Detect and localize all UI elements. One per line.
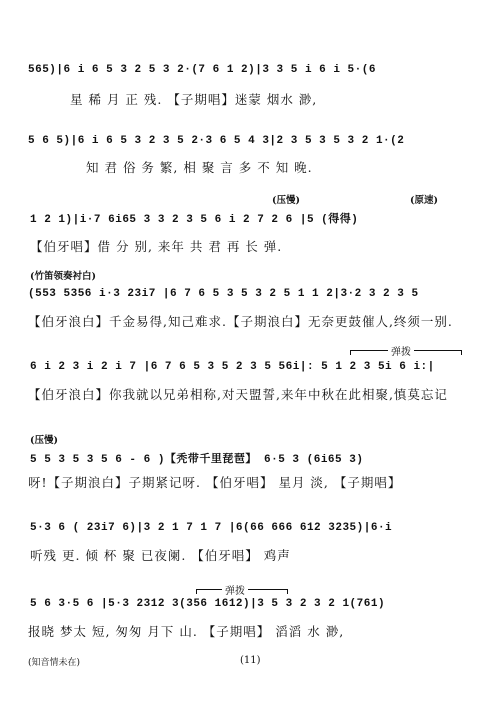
lyric-line-3: 【伯牙唱】借 分 别, 来年 共 君 再 长 弹. (30, 239, 283, 254)
notation-line-8: 5 6 3·5 6 |5·3 2312 3(356 1612)|3 5 3 2 3 2 1(761) (30, 598, 386, 610)
lyric-line-1: 星 稀 月 正 残. 【子期唱】迷蒙 烟水 渺, (70, 92, 318, 107)
pluck-label-2: 弹拨 (222, 582, 248, 597)
lyric-line-6: 呀!【子期浪白】子期紧记呀. 【伯牙唱】 星月 淡, 【子期唱】 (28, 475, 402, 490)
notation-line-5: 6 i 2 3 i 2 i 7 |6 7 6 5 3 5 2 3 5 56i|: 5 1 2 3 5i 6 i:| (30, 361, 435, 373)
notation-line-4: (553 5356 i·3 23i7 |6 7 6 5 3 5 3 2 5 1 1 2|3·2 3 2 3 5 (28, 288, 419, 300)
notation-line-7: 5·3 6 ( 23i7 6)|3 2 1 7 1 7 |6(66 666 612 3235)|6·i (30, 522, 393, 534)
tempo-mark-slow-2: (压慢) (30, 435, 58, 446)
lyric-line-4: 【伯牙浪白】千金易得,知己难求.【子期浪白】无奈更鼓催人,终须一别. (28, 314, 453, 329)
lyric-line-8: 报晓 梦太 短, 匆匆 月下 山. 【子期唱】 滔滔 水 渺, (28, 624, 345, 639)
tempo-mark-original: (原速) (410, 195, 438, 206)
footer-title: (知音情未在) (28, 658, 81, 668)
notation-line-1: 565)|6 i 6 5 3 2 5 3 2·(7 6 1 2)|3 3 5 i 6 i 5·(6 (28, 64, 376, 76)
lyric-line-5: 【伯牙浪白】你我就以兄弟相称,对天盟誓,来年中秋在此相聚,慎莫忘记 (28, 387, 448, 402)
notation-line-2: 5 6 5)|6 i 6 5 3 2 3 5 2·3 6 5 4 3|2 3 5 3 5 3 2 1·(2 (28, 135, 405, 147)
tempo-mark-slow: (压慢) (272, 195, 300, 206)
pluck-label-1: 弹拨 (388, 343, 414, 358)
instrument-note: (竹笛领奏衬白) (30, 271, 96, 282)
lyric-line-2: 知 君 俗 务 繁, 相 聚 言 多 不 知 晚. (86, 160, 313, 175)
notation-line-3: 1 2 1)|i·7 6i65 3 3 2 3 5 6 i 2 7 2 6 |5 (得得) (30, 214, 359, 226)
page-number: (11) (240, 655, 261, 666)
notation-line-6: 5 5 3 5 3 5 6 - 6 )【秃带千里琵琶】 6·5 3 (6i65 3) (30, 454, 364, 466)
lyric-line-7: 听残 更. 倾 杯 聚 已夜阑. 【伯牙唱】 鸡声 (30, 548, 291, 563)
